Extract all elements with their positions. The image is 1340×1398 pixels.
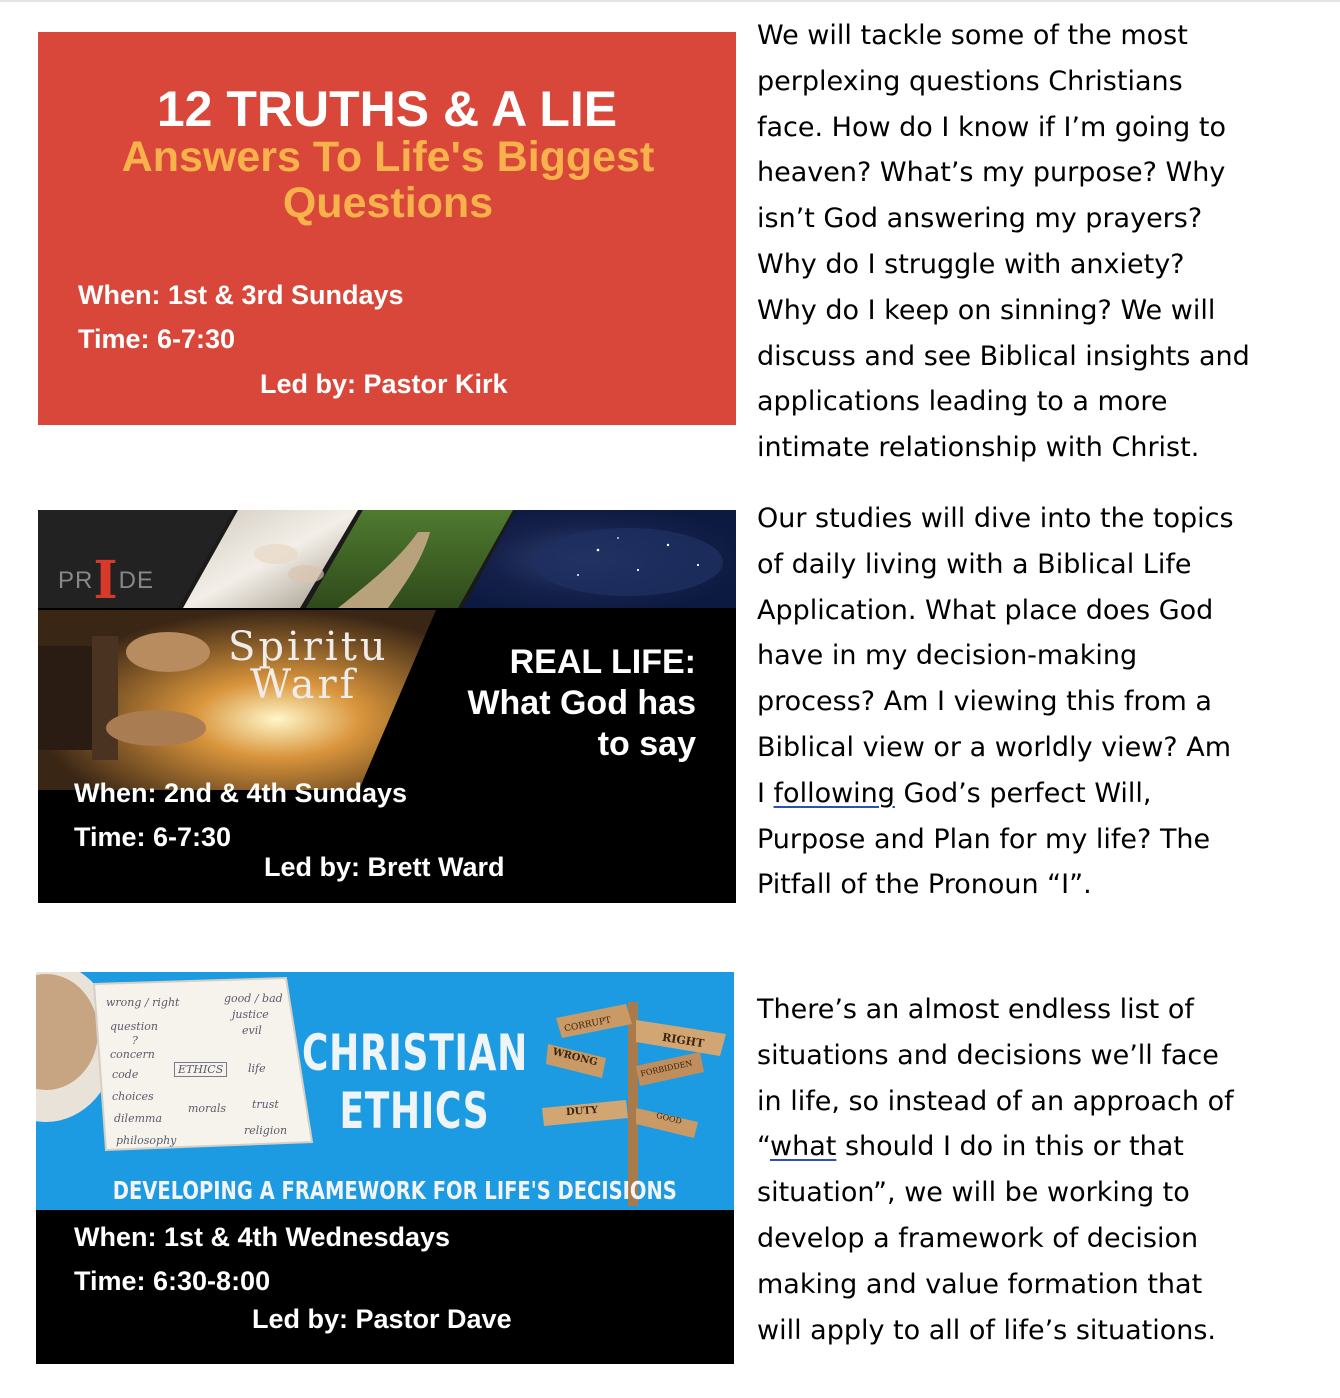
text-line: in life, so instead of an approach of: [757, 1085, 1234, 1117]
subtitle-line: Answers To Life's Biggest: [121, 133, 655, 181]
spiritual-line: Warf: [250, 662, 358, 708]
notebook-word: religion: [244, 1124, 288, 1137]
text-line: develop a framework of decision: [757, 1222, 1199, 1254]
text-line: perplexing questions Christians: [757, 65, 1183, 97]
description-ethics: [757, 987, 1317, 1353]
banner-subtitle: [78, 134, 698, 226]
underlined-word: what: [770, 1131, 837, 1163]
when-text: When: 2nd & 4th Sundays: [74, 778, 408, 808]
underlined-word: following: [773, 777, 895, 809]
notebook-word: wrong / right: [106, 996, 180, 1009]
text-run: should I do in this or that: [836, 1131, 1184, 1163]
notebook-word: morals: [188, 1102, 227, 1115]
text-line: We will tackle some of the most: [757, 20, 1188, 51]
when-text: When: 1st & 3rd Sundays: [78, 280, 404, 310]
christian-ethics-banner: [36, 972, 734, 1364]
subtitle-line: Questions: [282, 179, 494, 227]
notebook-word: concern: [110, 1048, 155, 1061]
text-line: heaven? What’s my purpose? Why: [757, 157, 1226, 189]
banner-title: 12 TRUTHS & A LIE: [156, 81, 618, 137]
text-run: I: [757, 777, 774, 809]
text-line: situation”, we will be working to: [757, 1177, 1190, 1209]
text-run: God’s perfect Will,: [894, 777, 1152, 809]
text-line: Why do I struggle with anxiety?: [757, 248, 1185, 280]
spiritual-line: Spiritu: [228, 624, 389, 670]
leader-text: Led by: Pastor Kirk: [260, 369, 508, 399]
text-line: intimate relationship with Christ.: [757, 432, 1200, 464]
notebook-word: dilemma: [114, 1112, 163, 1125]
notebook-word: choices: [112, 1090, 154, 1103]
headline-line: REAL LIFE:: [509, 643, 696, 681]
text-line: face. How do I know if I’m going to: [757, 111, 1226, 143]
top-divider: [0, 0, 1340, 2]
time-text: Time: 6:30-8:00: [74, 1266, 271, 1296]
time-text: Time: 6-7:30: [78, 324, 236, 354]
sign-label: FORBIDDEN: [639, 1058, 694, 1079]
text-line: have in my decision-making: [757, 640, 1138, 672]
text-run: “: [757, 1131, 771, 1163]
sign-label: GOOD: [655, 1110, 683, 1127]
sign-label: CORRUPT: [563, 1015, 612, 1035]
text-line: Purpose and Plan for my life? The: [757, 823, 1211, 855]
text-line: discuss and see Biblical insights and: [757, 340, 1250, 372]
ethics-title-line: ETHICS: [339, 1082, 490, 1140]
sign-label: RIGHT: [661, 1030, 706, 1051]
text-line: Our studies will dive into the topics: [757, 503, 1234, 534]
headline-line: to say: [597, 725, 696, 763]
text-line: Pitfall of the Pronoun “I”.: [757, 869, 1092, 901]
sign-label: DUTY: [565, 1104, 599, 1119]
text-line: process? Am I viewing this from a: [757, 686, 1212, 718]
text-line: Application. What place does God: [757, 594, 1214, 626]
notebook-word: ETHICS: [174, 1062, 227, 1077]
text-line: Why do I keep on sinning? We will: [757, 294, 1216, 326]
ethics-title-line: CHRISTIAN: [302, 1024, 529, 1082]
text-line: of daily living with a Biblical Life: [757, 548, 1192, 580]
description-truths: [757, 13, 1317, 471]
headline-line: What God has: [467, 684, 696, 722]
pride-logo: [58, 550, 154, 611]
notebook-word: philosophy: [116, 1134, 177, 1147]
notebook-word: trust: [252, 1098, 279, 1111]
notebook-word: code: [112, 1068, 139, 1081]
description-real-life: [757, 496, 1317, 908]
notebook-word: justice: [232, 1008, 269, 1021]
ethics-tagline: DEVELOPING A FRAMEWORK FOR LIFE'S DECISIONS: [112, 1176, 677, 1205]
christian-ethics-title: [302, 1024, 528, 1140]
pride-right: DE: [118, 567, 155, 594]
text-line: applications leading to a more: [757, 386, 1168, 418]
notebook-word: evil: [242, 1024, 262, 1037]
text-line: making and value formation that: [757, 1268, 1203, 1300]
notebook-word: good / bad: [224, 992, 283, 1005]
pride-left: PR: [58, 567, 94, 594]
notebook-word: life: [248, 1062, 266, 1075]
sign-label: WRONG: [551, 1046, 599, 1069]
text-line: There’s an almost endless list of: [757, 994, 1194, 1025]
when-text: When: 1st & 4th Wednesdays: [74, 1222, 451, 1252]
time-text: Time: 6-7:30: [74, 822, 232, 852]
truths-and-lie-banner: [38, 32, 736, 425]
real-life-headline: [448, 642, 696, 765]
notebook-word: question: [110, 1020, 158, 1033]
leader-text: Led by: Pastor Dave: [252, 1304, 512, 1334]
text-line: isn’t God answering my prayers?: [757, 203, 1203, 235]
spiritual-warfare-text: [228, 624, 389, 708]
text-line: situations and decisions we’ll face: [757, 1039, 1219, 1071]
text-line: will apply to all of life’s situations.: [757, 1314, 1217, 1346]
text-line: Biblical view or a worldly view? Am: [757, 731, 1231, 763]
leader-text: Led by: Brett Ward: [264, 852, 505, 882]
real-life-banner: [38, 510, 736, 903]
text-line: [757, 1124, 1317, 1170]
text-line: [757, 771, 1317, 817]
pride-i: I: [93, 550, 119, 611]
notebook-word: ?: [132, 1034, 138, 1047]
